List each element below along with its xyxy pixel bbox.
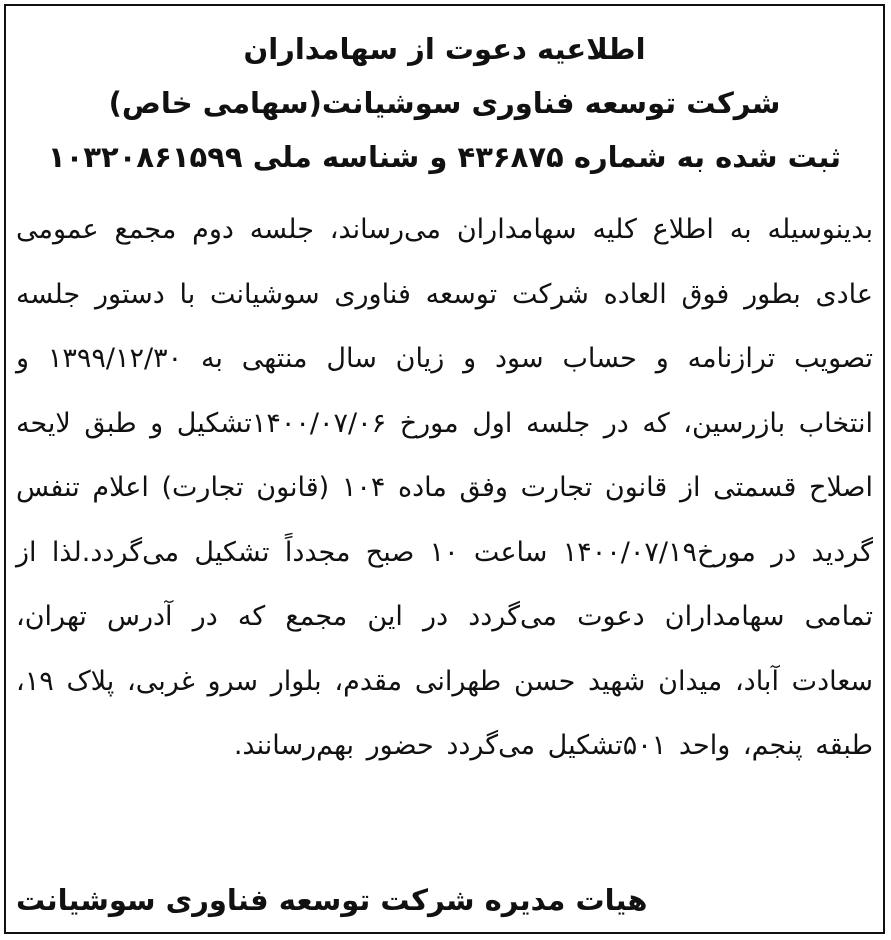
registration-info: ثبت شده به شماره ۴۳۶۸۷۵ و شناسه ملی ۱۰۳۲۰۸۶۱۵۹۹: [47, 140, 842, 174]
board-signature: هیات مدیره شرکت توسعه فناوری سوشیانت: [16, 883, 648, 917]
notice-title: اطلاعیه دعوت از سهامداران: [243, 32, 646, 66]
notice-header: [6, 22, 883, 184]
notice-body: بدینوسیله به اطلاع کلیه سهامداران می‌رساند، جلسه دوم مجمع عمومی عادی بطور فوق العاده شرکت توسعه فناوری سوشیانت با دستور جلسه تصویب ترازنامه و حساب سود و زیان سال منتهی به ۱۳۹۹/۱۲/۳۰ و انتخاب بازرسین، که در جلسه اول مورخ ۱۴۰۰/۰۷/۰۶تشکیل و طبق لایحه اصلاح قسمتی از قانون تجارت وفق ماده ۱۰۴ (قانون تجارت) اعلام تنفس گردید در مورخ۱۴۰۰/۰۷/۱۹ ساعت ۱۰ صبح مجدداً تشکیل می‌گردد.لذا از تمامی سهامداران دعوت می‌گردد در این مجمع که در آدرس تهران، سعادت آباد، میدان شهید حسن طهرانی مقدم، بلوار سرو غربی، پلاک ۱۹، طبقه پنجم، واحد ۵۰۱تشکیل می‌گردد حضور بهم‌رسانند.: [16, 214, 873, 761]
company-name: شرکت توسعه فناوری سوشیانت(سهامی خاص): [108, 86, 781, 120]
notice-frame: [4, 4, 885, 934]
